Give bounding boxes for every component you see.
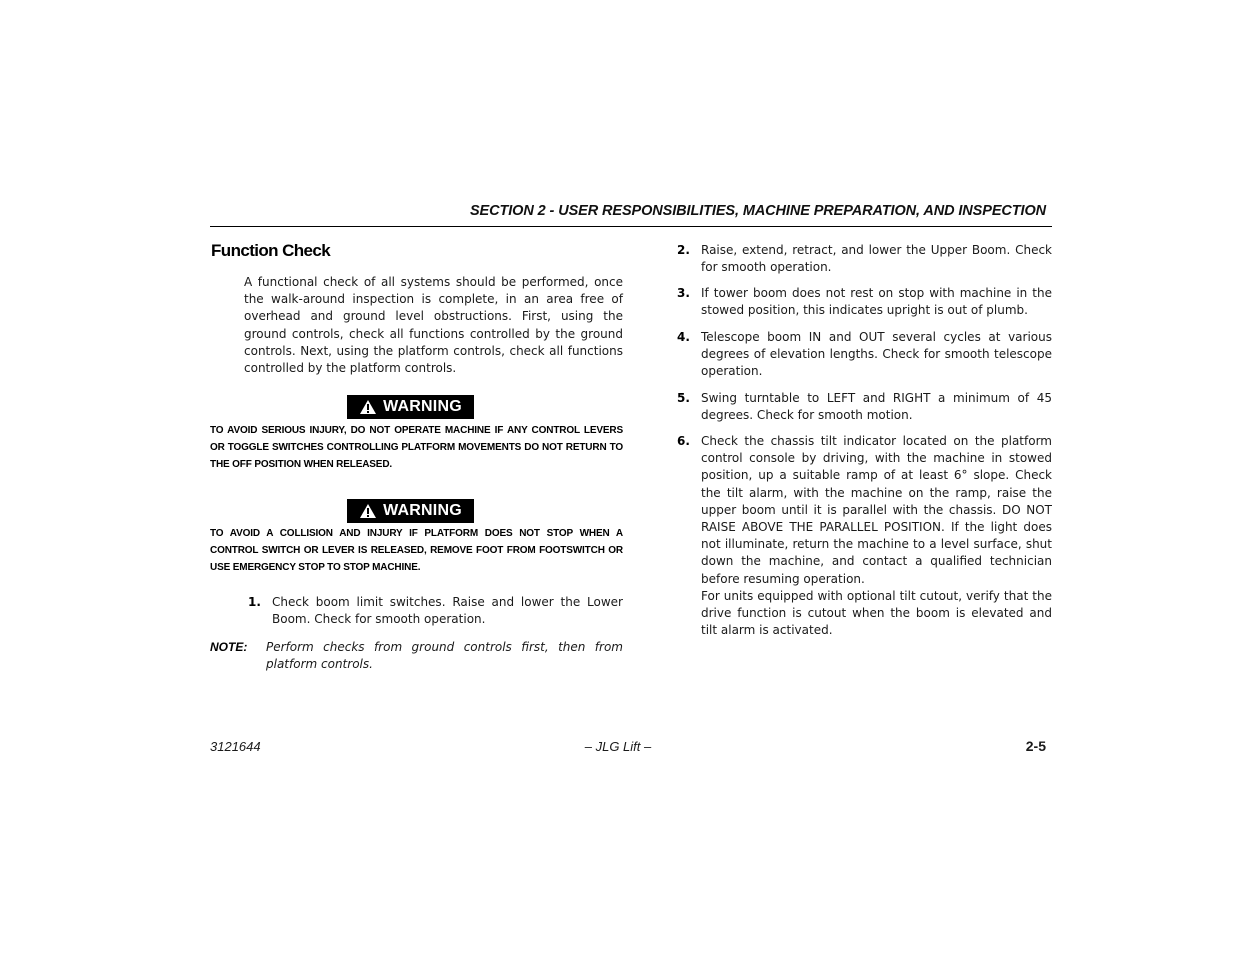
warning-triangle-icon (359, 503, 377, 519)
warning-banner (347, 499, 474, 523)
page-number: 2-5 (1025, 738, 1046, 754)
step-number: 1. (248, 595, 261, 609)
warning-triangle-icon (359, 399, 377, 415)
warning-text: TO AVOID A COLLISION AND INJURY IF PLATFORM DOES NOT STOP WHEN A CONTROL SWITCH OR LEVER IS RELEASED, REMOVE FOOT FROM FOOTSWITCH OR USE EMERGENCY STOP TO STOP MACHINE. (210, 528, 623, 574)
warning-text: TO AVOID SERIOUS INJURY, DO NOT OPERATE MACHINE IF ANY CONTROL LEVERS OR TOGGLE SWITCHES CONTROLLING PLATFORM MOVEMENTS DO NOT RETURN TO THE OFF POSITION WHEN RELEASED. (210, 425, 623, 471)
page-title: Function Check (211, 241, 331, 260)
step-number: 3. (677, 286, 690, 300)
intro-paragraph: A functional check of all systems should be performed, once the walk-around inspection is complete, in an area free of overhead and ground level obstructions. First, using the ground controls, check all functions controlled by the ground controls. Next, using the platform controls, check all functions controlled by the platform controls. (244, 275, 623, 376)
section-header: SECTION 2 - USER RESPONSIBILITIES, MACHINE PREPARATION, AND INSPECTION (469, 203, 1046, 219)
step-text: If tower boom does not rest on stop with machine in the stowed position, this indicates upright is out of plumb. (701, 286, 1052, 318)
warning-label: WARNING (383, 398, 462, 415)
step-text: Raise, extend, retract, and lower the Upper Boom. Check for smooth operation. (701, 243, 1052, 275)
note-label: NOTE: (210, 640, 248, 654)
note (210, 639, 623, 673)
step-item (248, 594, 623, 628)
step-text: Telescope boom IN and OUT several cycles at various degrees of elevation lengths. Check for smooth telescope operation. (701, 330, 1052, 379)
footer-brand: – JLG Lift – (584, 739, 652, 754)
doc-number: 3121644 (210, 739, 261, 754)
step-number: 6. (677, 434, 690, 448)
step-item (677, 433, 1052, 588)
warning-banner (347, 395, 474, 419)
step-item (677, 242, 1052, 276)
step-number: 5. (677, 391, 690, 405)
step-text: Swing turntable to LEFT and RIGHT a minimum of 45 degrees. Check for smooth motion. (701, 391, 1052, 423)
step-number: 4. (677, 330, 690, 344)
step-item (677, 329, 1052, 381)
note-text: Perform checks from ground controls first, then from platform controls. (266, 640, 623, 672)
step-item (677, 285, 1052, 319)
step-number: 2. (677, 243, 690, 257)
step-followup-text: For units equipped with optional tilt cutout, verify that the drive function is cutout when the boom is elevated and tilt alarm is activated. (701, 589, 1052, 638)
step-text: Check boom limit switches. Raise and lower the Lower Boom. Check for smooth operation. (272, 595, 623, 627)
step-text: Check the chassis tilt indicator located on the platform control console by driving, with the machine in stowed position, up a suitable ramp of at least 6° slope. Check the tilt alarm, with the machine on the ramp, raise the upper boom until it is parallel with the chassis. DO NOT RAISE ABOVE THE PARALLEL POSITION. If the light does not illuminate, return the machine to a level surface, shut down the machine, and contact a qualified technician before resuming operation. (701, 434, 1052, 586)
step-item (677, 390, 1052, 424)
warning-label: WARNING (383, 502, 462, 519)
header-rule (210, 226, 1052, 227)
